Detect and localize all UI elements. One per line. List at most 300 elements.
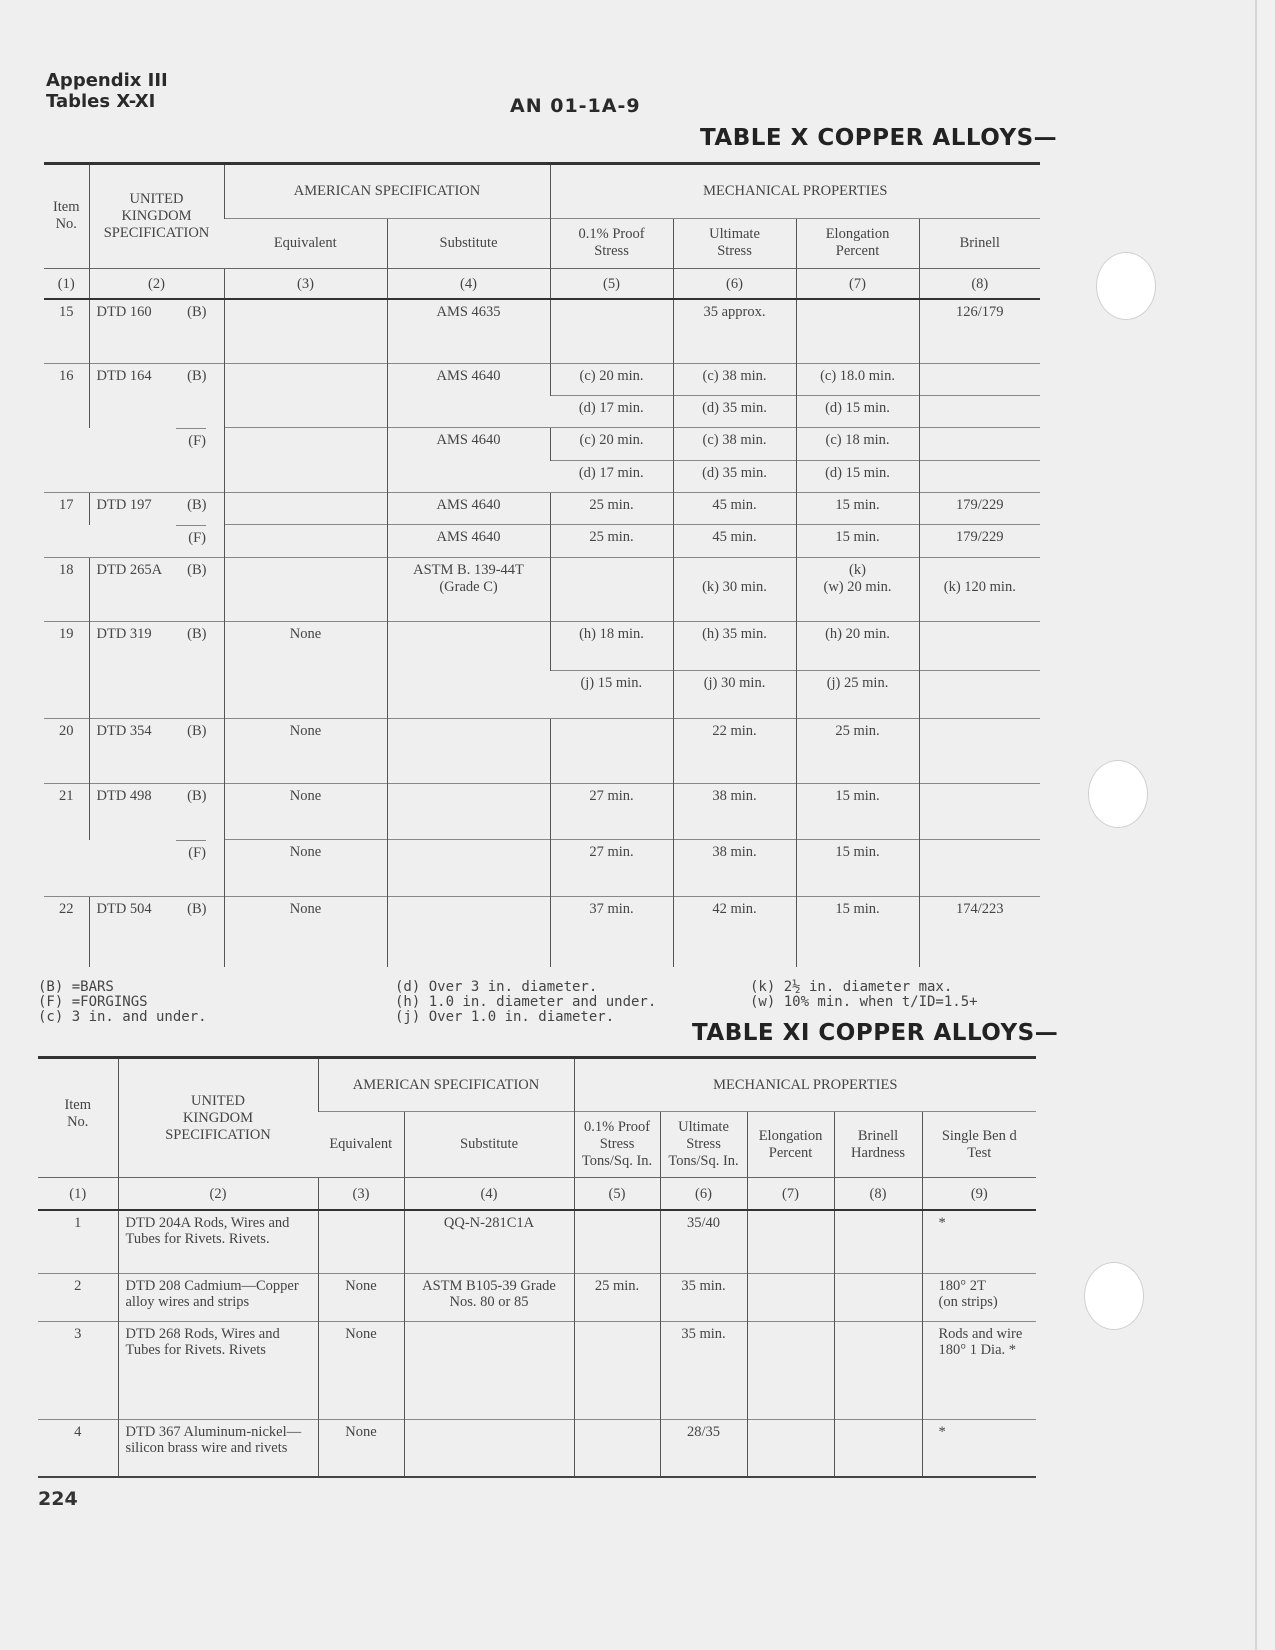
proof-cell bbox=[550, 525, 673, 557]
substitute-cell bbox=[387, 719, 550, 784]
elong-value: 15 min. bbox=[835, 787, 880, 804]
elong-cell bbox=[796, 622, 919, 670]
colnum: (4) bbox=[387, 268, 550, 298]
bend-value: * bbox=[938, 1214, 946, 1231]
uk-spec-cell bbox=[89, 493, 224, 525]
ult-cell bbox=[673, 557, 796, 622]
uk-spec-cell bbox=[89, 896, 224, 967]
proof-cell bbox=[550, 396, 673, 428]
proof-cell bbox=[550, 428, 673, 460]
proof-value: (d) 17 min. bbox=[578, 464, 644, 481]
page-number: 224 bbox=[38, 1488, 78, 1510]
table-row bbox=[38, 1420, 1036, 1478]
colnum: (6) bbox=[673, 268, 796, 298]
elong-cell bbox=[747, 1420, 834, 1478]
footnote: (B) =BARS bbox=[38, 979, 114, 995]
col-single-bend-test: Single Ben d Test bbox=[922, 1112, 1036, 1178]
brinell-cell bbox=[919, 493, 1040, 525]
elong-cell bbox=[796, 525, 919, 557]
elong-value: (k) (w) 20 min. bbox=[823, 561, 892, 595]
equiv-value: None bbox=[345, 1278, 377, 1294]
sub-cell bbox=[404, 1322, 574, 1420]
proof-value: (c) 20 min. bbox=[579, 432, 644, 449]
uk-spec-cell bbox=[89, 719, 224, 784]
proof-cell bbox=[550, 670, 673, 718]
item-cell bbox=[38, 1274, 118, 1322]
sub-cell bbox=[404, 1420, 574, 1478]
ult-value: 42 min. bbox=[712, 900, 757, 917]
brinell-cell bbox=[919, 622, 1040, 670]
ult-cell bbox=[660, 1274, 747, 1322]
colnum: (5) bbox=[574, 1178, 660, 1210]
proof-cell bbox=[550, 719, 673, 784]
binder-hole bbox=[1084, 1262, 1144, 1330]
colnum: (8) bbox=[919, 268, 1040, 298]
col-mechanical-properties: MECHANICAL PROPERTIES bbox=[550, 164, 1040, 219]
elong-cell bbox=[796, 299, 919, 364]
footnote: (c) 3 in. and under. bbox=[38, 1009, 207, 1025]
proof-cell bbox=[574, 1274, 660, 1322]
item-number: 18 bbox=[44, 557, 89, 622]
col-uk-spec: UNITED KINGDOM SPECIFICATION bbox=[89, 164, 224, 269]
uk-spec: DTD 498 bbox=[96, 787, 152, 804]
table-row bbox=[44, 493, 1040, 525]
uk-spec: DTD 197 bbox=[96, 497, 152, 514]
document-number: AN 01-1A-9 bbox=[510, 95, 641, 117]
colnum: (9) bbox=[922, 1178, 1036, 1210]
equivalent-cell bbox=[224, 299, 387, 364]
ult-cell bbox=[673, 840, 796, 897]
elong-value: 15 min. bbox=[835, 844, 880, 861]
col-uk-spec: UNITED KINGDOM SPECIFICATION bbox=[118, 1058, 318, 1178]
item-number: 21 bbox=[44, 783, 89, 896]
footnote: (j) Over 1.0 in. diameter. bbox=[395, 1009, 615, 1025]
proof-value: 25 min. bbox=[589, 497, 634, 514]
brinell-value: 179/229 bbox=[956, 529, 1004, 546]
elong-cell bbox=[747, 1274, 834, 1322]
table-row bbox=[44, 719, 1040, 784]
spec-cell bbox=[118, 1322, 318, 1420]
binder-hole bbox=[1096, 252, 1156, 320]
ult-value: 45 min. bbox=[712, 497, 757, 514]
brinell-cell bbox=[919, 719, 1040, 784]
col-brinell: Brinell bbox=[919, 218, 1040, 268]
ult-value: (d) 35 min. bbox=[702, 400, 767, 417]
brinell-value: 126/179 bbox=[956, 303, 1004, 320]
col-equivalent: Equivalent bbox=[318, 1112, 404, 1178]
elong-cell bbox=[796, 428, 919, 460]
item-cell bbox=[38, 1420, 118, 1478]
colnum: (1) bbox=[44, 268, 89, 298]
equivalent-cell: None bbox=[224, 896, 387, 967]
proof-value: (h) 18 min. bbox=[579, 626, 644, 643]
elong-value: (c) 18 min. bbox=[825, 432, 890, 449]
equivalent-cell bbox=[224, 493, 387, 525]
appendix-label: Appendix III bbox=[46, 70, 168, 91]
ult-value: 45 min. bbox=[712, 529, 757, 546]
ult-value: (c) 38 min. bbox=[702, 367, 767, 384]
form-code: (F) bbox=[176, 428, 206, 450]
table-row bbox=[44, 525, 1040, 557]
uk-spec-cell bbox=[89, 363, 224, 428]
elong-value: 25 min. bbox=[835, 723, 880, 740]
form-code: (B) bbox=[187, 367, 207, 384]
col-brinell-hardness: Brinell Hardness bbox=[834, 1112, 922, 1178]
proof-cell bbox=[550, 299, 673, 364]
elong-value: (h) 20 min. bbox=[825, 626, 890, 643]
table-row bbox=[44, 622, 1040, 670]
form-code: (B) bbox=[187, 626, 207, 643]
table-row bbox=[38, 1322, 1036, 1420]
col-ultimate-stress: Ultimate Stress bbox=[673, 218, 796, 268]
uk-spec-cell bbox=[89, 840, 224, 897]
colnum: (7) bbox=[796, 268, 919, 298]
footnote-col-2 bbox=[395, 980, 656, 1025]
ult-value: 35 approx. bbox=[703, 303, 766, 320]
colnum: (2) bbox=[89, 268, 224, 298]
ult-value: 28/35 bbox=[687, 1424, 721, 1440]
item-number: 20 bbox=[44, 719, 89, 784]
proof-cell bbox=[550, 557, 673, 622]
footnote-col-1 bbox=[38, 980, 207, 1025]
substitute-cell bbox=[387, 363, 550, 428]
elong-cell bbox=[796, 396, 919, 428]
ult-value: 22 min. bbox=[712, 723, 757, 740]
sub-value: QQ-N-281C1A bbox=[443, 1214, 535, 1231]
bend-value: 180° 2T (on strips) bbox=[938, 1278, 998, 1310]
uk-spec: DTD 504 bbox=[96, 900, 152, 917]
ult-cell bbox=[673, 493, 796, 525]
uk-spec-cell bbox=[89, 622, 224, 719]
uk-spec: DTD 160 bbox=[96, 303, 152, 320]
equivalent-cell bbox=[224, 557, 387, 622]
substitute-value: AMS 4635 bbox=[436, 303, 501, 320]
elong-value: (j) 25 min. bbox=[826, 674, 889, 691]
item-number: 17 bbox=[44, 493, 89, 558]
bend-cell bbox=[922, 1210, 1036, 1274]
table-row bbox=[44, 896, 1040, 967]
form-code: (B) bbox=[187, 303, 207, 320]
ult-cell bbox=[673, 299, 796, 364]
item-value: 4 bbox=[74, 1424, 82, 1440]
col-american-spec: AMERICAN SPECIFICATION bbox=[224, 164, 550, 219]
ult-cell bbox=[660, 1420, 747, 1478]
table-xi-title: TABLE XI COPPER ALLOYS— bbox=[692, 1020, 1059, 1046]
item-value: 2 bbox=[74, 1278, 82, 1294]
uk-spec: DTD 164 bbox=[96, 367, 152, 384]
proof-value: 27 min. bbox=[589, 844, 634, 861]
proof-value: 25 min. bbox=[589, 529, 634, 546]
footnote: (d) Over 3 in. diameter. bbox=[395, 979, 598, 995]
ult-value: (j) 30 min. bbox=[703, 674, 766, 691]
brinell-value: 179/229 bbox=[956, 497, 1004, 514]
ult-value: 35/40 bbox=[687, 1214, 721, 1231]
uk-spec-cell bbox=[89, 428, 224, 493]
proof-value: 25 min. bbox=[594, 1278, 640, 1294]
form-code: (B) bbox=[187, 787, 207, 804]
col-proof-stress: 0.1% Proof Stress Tons/Sq. In. bbox=[574, 1112, 660, 1178]
spec-value: DTD 367 Aluminum-nickel—silicon brass wire and rivets bbox=[125, 1424, 302, 1456]
substitute-value: AMS 4640 bbox=[436, 367, 501, 384]
ult-value: (d) 35 min. bbox=[702, 464, 767, 481]
proof-cell bbox=[550, 896, 673, 967]
col-substitute: Substitute bbox=[404, 1112, 574, 1178]
form-code: (B) bbox=[187, 561, 207, 578]
form-code: (B) bbox=[187, 497, 207, 514]
sub-value: ASTM B105-39 Grade Nos. 80 or 85 bbox=[422, 1278, 556, 1310]
brinell-cell bbox=[919, 396, 1040, 428]
equiv-cell bbox=[318, 1322, 404, 1420]
equivalent-cell: None bbox=[224, 840, 387, 897]
colnum: (2) bbox=[118, 1178, 318, 1210]
item-cell bbox=[38, 1210, 118, 1274]
spec-cell bbox=[118, 1274, 318, 1322]
ult-cell bbox=[673, 428, 796, 460]
equivalent-cell bbox=[224, 428, 387, 493]
equiv-cell bbox=[318, 1210, 404, 1274]
uk-spec: DTD 354 bbox=[96, 723, 152, 740]
ult-value: 38 min. bbox=[712, 844, 757, 861]
footnote: (k) 2½ in. diameter max. bbox=[750, 979, 953, 995]
ult-cell bbox=[673, 525, 796, 557]
proof-cell bbox=[550, 493, 673, 525]
elong-cell bbox=[796, 783, 919, 840]
elong-cell bbox=[796, 460, 919, 492]
elong-value: 15 min. bbox=[835, 497, 880, 514]
appendix-header bbox=[46, 70, 168, 112]
equivalent-cell: None bbox=[224, 719, 387, 784]
equivalent-cell: None bbox=[224, 783, 387, 840]
brinell-cell bbox=[919, 299, 1040, 364]
elong-cell bbox=[796, 670, 919, 718]
col-item-no: Item No. bbox=[44, 164, 89, 269]
col-item-no: Item No. bbox=[38, 1058, 118, 1178]
bend-cell bbox=[922, 1322, 1036, 1420]
proof-cell bbox=[550, 363, 673, 395]
ult-cell bbox=[673, 460, 796, 492]
proof-value: (j) 15 min. bbox=[580, 674, 643, 691]
brinell-cell bbox=[834, 1322, 922, 1420]
proof-cell bbox=[550, 460, 673, 492]
binder-hole bbox=[1088, 760, 1148, 828]
spec-value: DTD 208 Cadmium—Copper alloy wires and strips bbox=[125, 1278, 299, 1310]
ult-cell bbox=[660, 1322, 747, 1420]
item-number: 16 bbox=[44, 363, 89, 492]
elong-cell bbox=[796, 896, 919, 967]
ult-cell bbox=[660, 1210, 747, 1274]
brinell-cell bbox=[834, 1274, 922, 1322]
equiv-value: None bbox=[345, 1326, 377, 1342]
brinell-cell bbox=[919, 840, 1040, 897]
substitute-cell bbox=[387, 299, 550, 364]
ult-value: (c) 38 min. bbox=[702, 432, 767, 449]
colnum: (3) bbox=[318, 1178, 404, 1210]
proof-value: (d) 17 min. bbox=[578, 400, 644, 417]
table-row bbox=[44, 783, 1040, 840]
proof-cell bbox=[550, 783, 673, 840]
item-number: 19 bbox=[44, 622, 89, 719]
brinell-cell bbox=[919, 460, 1040, 492]
bend-value: Rods and wire 180° 1 Dia. * bbox=[938, 1326, 1023, 1358]
brinell-cell bbox=[919, 557, 1040, 622]
ult-cell bbox=[673, 719, 796, 784]
form-code: (F) bbox=[176, 840, 206, 862]
col-american-spec: AMERICAN SPECIFICATION bbox=[318, 1058, 574, 1112]
table-xi bbox=[38, 1056, 1036, 1476]
table-row bbox=[38, 1210, 1036, 1274]
bottom-rule bbox=[38, 1476, 1036, 1478]
ult-value: 38 min. bbox=[712, 787, 757, 804]
elong-value: (d) 15 min. bbox=[825, 400, 890, 417]
col-elongation: Elongation Percent bbox=[747, 1112, 834, 1178]
footnote-col-3 bbox=[750, 980, 978, 1010]
elong-cell bbox=[796, 719, 919, 784]
item-number: 22 bbox=[44, 896, 89, 967]
ult-value: (k) 30 min. bbox=[702, 578, 767, 595]
col-proof-stress: 0.1% Proof Stress bbox=[550, 218, 673, 268]
ult-cell bbox=[673, 396, 796, 428]
brinell-cell bbox=[919, 428, 1040, 460]
col-mechanical-properties: MECHANICAL PROPERTIES bbox=[574, 1058, 1036, 1112]
item-value: 3 bbox=[74, 1326, 82, 1342]
table-x bbox=[44, 162, 1040, 967]
brinell-cell bbox=[919, 525, 1040, 557]
uk-spec-cell bbox=[89, 783, 224, 840]
elong-value: 15 min. bbox=[835, 900, 880, 917]
proof-value: (c) 20 min. bbox=[579, 367, 644, 384]
elong-cell bbox=[796, 493, 919, 525]
table-row bbox=[44, 299, 1040, 364]
elong-value: (d) 15 min. bbox=[825, 464, 890, 481]
table-row bbox=[44, 557, 1040, 622]
substitute-cell bbox=[387, 428, 550, 493]
brinell-value: (k) 120 min. bbox=[943, 578, 1016, 595]
footnote: (w) 10% min. when t/ID=1.5+ bbox=[750, 994, 978, 1010]
proof-cell bbox=[574, 1420, 660, 1478]
table-row bbox=[44, 428, 1040, 460]
uk-spec-cell bbox=[89, 299, 224, 364]
brinell-cell bbox=[919, 783, 1040, 840]
colnum: (4) bbox=[404, 1178, 574, 1210]
substitute-cell bbox=[387, 896, 550, 967]
elong-value: 15 min. bbox=[835, 529, 880, 546]
column-number-row bbox=[38, 1178, 1036, 1210]
spec-cell bbox=[118, 1420, 318, 1478]
proof-value: 27 min. bbox=[589, 787, 634, 804]
item-cell bbox=[38, 1322, 118, 1420]
brinell-value: 174/223 bbox=[956, 900, 1004, 917]
brinell-cell bbox=[834, 1420, 922, 1478]
uk-spec-cell bbox=[89, 525, 224, 557]
form-code: (F) bbox=[176, 525, 206, 547]
elong-cell bbox=[747, 1322, 834, 1420]
colnum: (1) bbox=[38, 1178, 118, 1210]
ult-value: 35 min. bbox=[681, 1326, 726, 1342]
equivalent-cell bbox=[224, 525, 387, 557]
colnum: (7) bbox=[747, 1178, 834, 1210]
bend-value: * bbox=[938, 1424, 946, 1440]
brinell-cell bbox=[919, 363, 1040, 395]
form-code: (B) bbox=[187, 723, 207, 740]
colnum: (8) bbox=[834, 1178, 922, 1210]
substitute-value: AMS 4640 bbox=[436, 432, 501, 449]
elong-cell bbox=[796, 363, 919, 395]
col-substitute: Substitute bbox=[387, 218, 550, 268]
ult-value: 35 min. bbox=[681, 1278, 726, 1294]
brinell-cell bbox=[919, 670, 1040, 718]
colnum: (6) bbox=[660, 1178, 747, 1210]
tables-label: Tables X-XI bbox=[46, 91, 156, 112]
substitute-value: ASTM B. 139-44T (Grade C) bbox=[413, 561, 524, 595]
brinell-cell bbox=[834, 1210, 922, 1274]
equiv-value: None bbox=[345, 1424, 377, 1440]
table-x-title: TABLE X COPPER ALLOYS— bbox=[700, 125, 1058, 151]
col-equivalent: Equivalent bbox=[224, 218, 387, 268]
equivalent-cell bbox=[224, 363, 387, 428]
substitute-cell bbox=[387, 783, 550, 840]
ult-cell bbox=[673, 363, 796, 395]
uk-spec-cell bbox=[89, 557, 224, 622]
colnum: (3) bbox=[224, 268, 387, 298]
equivalent-cell: None bbox=[224, 622, 387, 719]
item-value: 1 bbox=[74, 1214, 82, 1231]
equiv-cell bbox=[318, 1274, 404, 1322]
proof-value: 37 min. bbox=[589, 900, 634, 917]
footnote: (h) 1.0 in. diameter and under. bbox=[395, 994, 657, 1010]
ult-cell bbox=[673, 783, 796, 840]
ult-cell bbox=[673, 670, 796, 718]
substitute-cell bbox=[387, 557, 550, 622]
colnum: (5) bbox=[550, 268, 673, 298]
elong-value: (c) 18.0 min. bbox=[820, 367, 895, 384]
spec-cell bbox=[118, 1210, 318, 1274]
elong-cell bbox=[796, 840, 919, 897]
col-elongation: Elongation Percent bbox=[796, 218, 919, 268]
substitute-value: AMS 4640 bbox=[436, 497, 501, 514]
substitute-value: AMS 4640 bbox=[436, 529, 501, 546]
proof-cell bbox=[574, 1322, 660, 1420]
uk-spec: DTD 319 bbox=[96, 626, 152, 643]
sub-cell bbox=[404, 1210, 574, 1274]
bend-cell bbox=[922, 1420, 1036, 1478]
footnote: (F) =FORGINGS bbox=[38, 994, 148, 1010]
form-code: (B) bbox=[187, 900, 207, 917]
table-row bbox=[44, 363, 1040, 395]
sub-cell bbox=[404, 1274, 574, 1322]
ult-cell bbox=[673, 622, 796, 670]
proof-cell bbox=[574, 1210, 660, 1274]
brinell-cell bbox=[919, 896, 1040, 967]
substitute-cell bbox=[387, 493, 550, 525]
uk-spec: DTD 265A bbox=[96, 561, 163, 578]
proof-cell bbox=[550, 622, 673, 670]
elong-cell bbox=[796, 557, 919, 622]
spec-value: DTD 204A Rods, Wires and Tubes for Rivets. Rivets. bbox=[125, 1214, 290, 1247]
equiv-cell bbox=[318, 1420, 404, 1478]
ult-cell bbox=[673, 896, 796, 967]
substitute-cell bbox=[387, 525, 550, 557]
substitute-cell bbox=[387, 622, 550, 719]
column-number-row bbox=[44, 268, 1040, 298]
substitute-cell bbox=[387, 840, 550, 897]
proof-cell bbox=[550, 840, 673, 897]
ult-value: (h) 35 min. bbox=[702, 626, 767, 643]
elong-cell bbox=[747, 1210, 834, 1274]
table-row bbox=[38, 1274, 1036, 1322]
table-row bbox=[44, 840, 1040, 897]
item-number: 15 bbox=[44, 299, 89, 364]
bend-cell bbox=[922, 1274, 1036, 1322]
